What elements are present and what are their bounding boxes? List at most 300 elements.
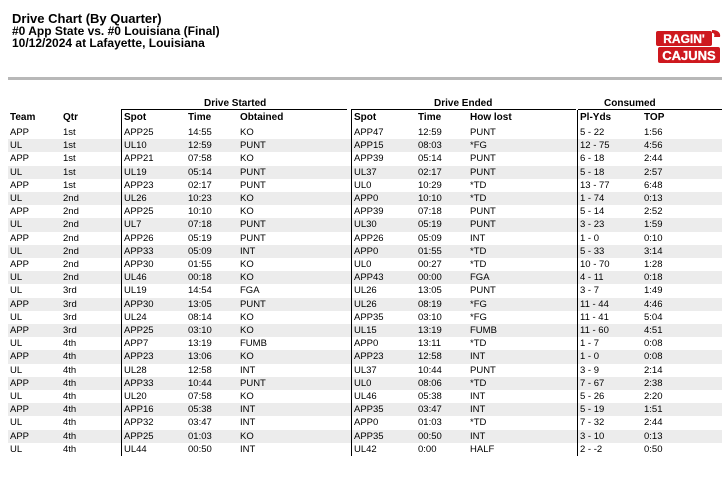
cell-how-lost: INT xyxy=(470,232,486,244)
cell-quarter: 4th xyxy=(63,391,77,402)
cell-end-time: 05:09 xyxy=(418,232,442,244)
col-team: Team xyxy=(10,112,36,123)
table-row xyxy=(8,364,722,377)
cell-obtained: KO xyxy=(240,430,254,442)
cell-end-spot: APP23 xyxy=(354,351,384,363)
group-drive-ended: Drive Ended xyxy=(434,98,493,109)
cell-obtained: FUMB xyxy=(240,338,267,350)
cell-obtained: PUNT xyxy=(240,232,266,244)
cell-plays-yards: 3 - 9 xyxy=(580,364,600,376)
cell-time-of-possession: 3:14 xyxy=(644,245,663,257)
cell-team: APP xyxy=(10,206,30,218)
col-obtained: Obtained xyxy=(240,112,284,123)
table-row xyxy=(8,258,722,271)
cell-obtained: KO xyxy=(240,206,254,218)
cell-start-time: 12:58 xyxy=(188,364,212,376)
cell-team: APP xyxy=(10,430,30,442)
cell-how-lost: PUNT xyxy=(470,206,496,218)
cell-time-of-possession: 4:46 xyxy=(644,298,663,310)
cell-how-lost: *FG xyxy=(470,140,487,152)
table-row xyxy=(8,152,722,165)
cell-quarter: 4th xyxy=(63,417,77,429)
cell-end-time: 10:44 xyxy=(418,364,442,376)
cell-how-lost: HALF xyxy=(470,443,495,455)
cell-obtained: KO xyxy=(240,127,254,138)
cell-quarter: 3rd xyxy=(63,311,77,323)
table-row xyxy=(8,416,722,429)
col-end-spot: Spot xyxy=(354,112,377,123)
cell-end-time: 08:19 xyxy=(418,298,442,310)
cell-how-lost: *TD xyxy=(470,338,487,350)
group-consumed: Consumed xyxy=(604,98,656,109)
cell-start-spot: APP32 xyxy=(124,417,154,429)
cell-start-time: 02:17 xyxy=(188,179,212,191)
cell-time-of-possession: 2:44 xyxy=(644,153,663,165)
cell-start-time: 01:03 xyxy=(188,430,212,442)
cell-start-time: 13:06 xyxy=(188,351,212,363)
cell-end-spot: UL0 xyxy=(354,179,372,191)
column-separator-started xyxy=(121,110,122,456)
column-separator-ended xyxy=(351,110,352,456)
cell-team: APP xyxy=(10,325,30,336)
table-row xyxy=(8,166,722,179)
cell-start-spot: UL28 xyxy=(124,364,147,376)
cell-start-time: 12:59 xyxy=(188,140,212,152)
cell-end-spot: UL37 xyxy=(354,166,377,178)
cell-start-spot: UL10 xyxy=(124,140,147,152)
cell-time-of-possession: 4:51 xyxy=(644,325,663,336)
col-end-time: Time xyxy=(418,112,442,123)
cell-end-spot: APP35 xyxy=(354,404,384,416)
cell-quarter: 2nd xyxy=(63,206,79,218)
cell-plays-yards: 7 - 67 xyxy=(580,377,605,389)
date-location-line: 10/12/2024 at Lafayette, Louisiana xyxy=(12,36,205,50)
cell-end-spot: APP39 xyxy=(354,206,384,218)
cell-end-spot: UL30 xyxy=(354,219,377,231)
cell-time-of-possession: 1:51 xyxy=(644,404,663,416)
table-row xyxy=(8,337,722,350)
cell-team: UL xyxy=(10,193,23,204)
cell-obtained: FGA xyxy=(240,285,260,297)
cell-start-spot: APP33 xyxy=(124,245,154,257)
cell-start-spot: UL19 xyxy=(124,285,147,297)
col-qtr: Qtr xyxy=(63,112,78,123)
table-row xyxy=(8,139,722,152)
cell-team: APP xyxy=(10,232,30,244)
cell-obtained: INT xyxy=(240,417,256,429)
table-row xyxy=(8,377,722,390)
cell-obtained: INT xyxy=(240,404,256,416)
cell-quarter: 2nd xyxy=(63,272,79,284)
cell-end-time: 13:11 xyxy=(418,338,442,350)
cell-end-time: 12:59 xyxy=(418,127,442,138)
cell-plays-yards: 3 - 23 xyxy=(580,219,605,231)
cell-quarter: 3rd xyxy=(63,285,77,297)
cell-plays-yards: 2 - -2 xyxy=(580,443,603,455)
cell-end-spot: APP15 xyxy=(354,140,384,152)
ragin-cajuns-logo-graphic xyxy=(654,28,722,65)
cell-how-lost: FUMB xyxy=(470,325,497,336)
cell-how-lost: *TD xyxy=(470,245,487,257)
cell-end-time: 00:50 xyxy=(418,430,442,442)
col-pl-yds: Pl-Yds xyxy=(580,112,612,123)
cell-obtained: KO xyxy=(240,391,254,402)
group-line-consumed xyxy=(578,109,722,110)
table-row xyxy=(8,232,722,245)
cell-team: APP xyxy=(10,153,30,165)
cell-obtained: PUNT xyxy=(240,166,266,178)
table-row xyxy=(8,350,722,363)
cell-start-time: 08:14 xyxy=(188,311,212,323)
cell-start-spot: APP25 xyxy=(124,206,154,218)
cell-start-time: 03:47 xyxy=(188,417,212,429)
cell-how-lost: *FG xyxy=(470,311,487,323)
cell-time-of-possession: 0:18 xyxy=(644,272,663,284)
cell-end-time: 03:47 xyxy=(418,404,442,416)
cell-quarter: 2nd xyxy=(63,259,79,270)
cell-start-time: 00:50 xyxy=(188,443,212,455)
cell-quarter: 4th xyxy=(63,364,77,376)
cell-plays-yards: 5 - 22 xyxy=(580,127,605,138)
cell-how-lost: PUNT xyxy=(470,364,496,376)
cell-start-time: 03:10 xyxy=(188,325,212,336)
cell-end-spot: APP0 xyxy=(354,245,379,257)
cell-start-time: 10:10 xyxy=(188,206,212,218)
cell-quarter: 1st xyxy=(63,153,76,165)
group-line-started xyxy=(121,109,347,110)
cell-team: APP xyxy=(10,377,30,389)
cell-start-spot: UL24 xyxy=(124,311,147,323)
col-how-lost: How lost xyxy=(470,112,512,123)
cell-quarter: 1st xyxy=(63,140,76,152)
cell-start-time: 05:14 xyxy=(188,166,212,178)
cell-end-time: 05:19 xyxy=(418,219,442,231)
cell-how-lost: *TD xyxy=(470,377,487,389)
cell-plays-yards: 3 - 10 xyxy=(580,430,605,442)
cell-end-time: 01:55 xyxy=(418,245,442,257)
cell-time-of-possession: 0:08 xyxy=(644,351,663,363)
cell-how-lost: PUNT xyxy=(470,219,496,231)
cell-start-spot: APP7 xyxy=(124,338,149,350)
cell-quarter: 4th xyxy=(63,377,77,389)
cell-quarter: 2nd xyxy=(63,219,79,231)
cell-plays-yards: 3 - 7 xyxy=(580,285,600,297)
matchup-line: #0 App State vs. #0 Louisiana (Final) xyxy=(12,24,220,38)
table-row xyxy=(8,205,722,218)
cell-end-time: 00:27 xyxy=(418,259,442,270)
cell-time-of-possession: 4:56 xyxy=(644,140,663,152)
cell-end-spot: APP35 xyxy=(354,430,384,442)
group-drive-started: Drive Started xyxy=(204,98,267,109)
cell-plays-yards: 1 - 7 xyxy=(580,338,600,350)
cell-time-of-possession: 1:28 xyxy=(644,259,663,270)
cell-end-spot: APP35 xyxy=(354,311,384,323)
cell-start-spot: APP26 xyxy=(124,232,154,244)
cell-plays-yards: 1 - 0 xyxy=(580,351,600,363)
cell-plays-yards: 11 - 44 xyxy=(580,298,609,310)
cell-obtained: KO xyxy=(240,153,254,165)
cell-plays-yards: 4 - 11 xyxy=(580,272,604,284)
cell-plays-yards: 10 - 70 xyxy=(580,259,610,270)
cell-obtained: INT xyxy=(240,443,256,455)
col-start-time: Time xyxy=(188,112,212,123)
cell-time-of-possession: 6:48 xyxy=(644,179,663,191)
cell-obtained: PUNT xyxy=(240,179,266,191)
cell-plays-yards: 1 - 74 xyxy=(580,193,605,204)
cell-time-of-possession: 2:20 xyxy=(644,391,663,402)
cell-start-spot: UL7 xyxy=(124,219,142,231)
cell-quarter: 1st xyxy=(63,127,76,138)
table-row xyxy=(8,126,722,139)
table-row xyxy=(8,324,722,337)
cell-quarter: 1st xyxy=(63,179,76,191)
table-row xyxy=(8,311,722,324)
header-divider xyxy=(8,77,722,80)
cell-end-spot: APP26 xyxy=(354,232,384,244)
report-title: Drive Chart (By Quarter) xyxy=(12,11,162,26)
cell-start-time: 10:44 xyxy=(188,377,212,389)
cell-obtained: KO xyxy=(240,325,254,336)
cell-end-spot: UL37 xyxy=(354,364,377,376)
cell-start-spot: UL44 xyxy=(124,443,147,455)
cell-start-spot: UL46 xyxy=(124,272,147,284)
cell-how-lost: *TD xyxy=(470,179,487,191)
cell-end-time: 10:29 xyxy=(418,179,442,191)
cell-team: APP xyxy=(10,351,30,363)
cell-start-spot: APP25 xyxy=(124,127,154,138)
cell-quarter: 2nd xyxy=(63,245,79,257)
cell-quarter: 3rd xyxy=(63,298,77,310)
cell-team: APP xyxy=(10,404,30,416)
cell-end-spot: UL0 xyxy=(354,259,372,270)
cell-time-of-possession: 0:08 xyxy=(644,338,663,350)
col-top: TOP xyxy=(644,112,665,123)
cell-start-spot: APP21 xyxy=(124,153,154,165)
table-row xyxy=(8,192,722,205)
cell-end-spot: UL26 xyxy=(354,285,377,297)
cell-quarter: 4th xyxy=(63,338,77,350)
cell-team: UL xyxy=(10,364,23,376)
column-separator-consumed xyxy=(577,110,578,456)
cell-end-time: 12:58 xyxy=(418,351,442,363)
cell-team: APP xyxy=(10,179,30,191)
cell-plays-yards: 11 - 41 xyxy=(580,311,609,323)
cell-end-time: 00:00 xyxy=(418,272,442,284)
cell-how-lost: *FG xyxy=(470,298,487,310)
group-line-ended xyxy=(351,109,576,110)
table-row xyxy=(8,179,722,192)
cell-time-of-possession: 0:13 xyxy=(644,193,663,204)
cell-start-spot: APP30 xyxy=(124,259,154,270)
cell-start-time: 07:58 xyxy=(188,153,212,165)
cell-end-time: 08:06 xyxy=(418,377,442,389)
cell-how-lost: INT xyxy=(470,391,486,402)
cell-how-lost: INT xyxy=(470,404,486,416)
cell-quarter: 4th xyxy=(63,443,77,455)
cell-obtained: KO xyxy=(240,259,254,270)
cell-obtained: KO xyxy=(240,311,254,323)
cell-time-of-possession: 0:10 xyxy=(644,232,663,244)
cell-end-time: 05:38 xyxy=(418,391,442,402)
cell-team: UL xyxy=(10,285,23,297)
cell-how-lost: PUNT xyxy=(470,166,496,178)
cell-time-of-possession: 2:57 xyxy=(644,166,663,178)
cell-how-lost: *TD xyxy=(470,259,487,270)
cell-how-lost: *TD xyxy=(470,193,487,204)
cell-quarter: 2nd xyxy=(63,193,79,204)
cell-obtained: PUNT xyxy=(240,377,266,389)
cell-start-time: 14:54 xyxy=(188,285,212,297)
table-row xyxy=(8,298,722,311)
cell-start-spot: APP16 xyxy=(124,404,154,416)
cell-start-spot: APP25 xyxy=(124,430,154,442)
cell-plays-yards: 5 - 26 xyxy=(580,391,605,402)
cell-time-of-possession: 0:13 xyxy=(644,430,663,442)
cell-time-of-possession: 2:44 xyxy=(644,417,663,429)
cell-start-spot: APP25 xyxy=(124,325,154,336)
cell-end-time: 13:19 xyxy=(418,325,442,336)
cell-team: UL xyxy=(10,140,23,152)
cell-start-time: 05:38 xyxy=(188,404,212,416)
column-headers xyxy=(0,112,728,126)
cell-start-time: 05:09 xyxy=(188,245,212,257)
cell-team: APP xyxy=(10,298,30,310)
cell-end-time: 13:05 xyxy=(418,285,442,297)
cell-start-spot: APP30 xyxy=(124,298,154,310)
cell-team: UL xyxy=(10,272,23,284)
cell-plays-yards: 11 - 60 xyxy=(580,325,609,336)
cell-end-spot: APP39 xyxy=(354,153,384,165)
cell-team: UL xyxy=(10,245,23,257)
cell-obtained: PUNT xyxy=(240,140,266,152)
cell-time-of-possession: 0:50 xyxy=(644,443,663,455)
cell-plays-yards: 5 - 14 xyxy=(580,206,605,218)
cell-end-time: 03:10 xyxy=(418,311,442,323)
cell-end-time: 08:03 xyxy=(418,140,442,152)
cell-how-lost: INT xyxy=(470,351,486,363)
cell-obtained: KO xyxy=(240,272,254,284)
cell-team: APP xyxy=(10,127,30,138)
cell-start-time: 14:55 xyxy=(188,127,212,138)
table-row xyxy=(8,403,722,416)
cell-plays-yards: 12 - 75 xyxy=(580,140,610,152)
cell-obtained: INT xyxy=(240,245,256,257)
cell-team: UL xyxy=(10,219,23,231)
cell-plays-yards: 13 - 77 xyxy=(580,179,610,191)
cell-plays-yards: 5 - 33 xyxy=(580,245,605,257)
cell-start-spot: UL19 xyxy=(124,166,147,178)
cell-quarter: 2nd xyxy=(63,232,79,244)
table-row xyxy=(8,443,722,456)
table-row xyxy=(8,390,722,403)
svg-text:CAJUNS: CAJUNS xyxy=(662,48,716,63)
cell-how-lost: PUNT xyxy=(470,285,496,297)
cell-start-time: 13:05 xyxy=(188,298,212,310)
cell-quarter: 1st xyxy=(63,166,76,178)
cell-quarter: 3rd xyxy=(63,325,77,336)
cell-team: UL xyxy=(10,417,23,429)
cell-team: UL xyxy=(10,391,23,402)
cell-end-time: 0:00 xyxy=(418,443,437,455)
cell-time-of-possession: 1:56 xyxy=(644,127,663,138)
cell-end-spot: APP0 xyxy=(354,193,379,204)
cell-end-spot: UL15 xyxy=(354,325,377,336)
cell-end-time: 10:10 xyxy=(418,193,442,204)
cell-obtained: PUNT xyxy=(240,219,266,231)
cell-start-time: 05:19 xyxy=(188,232,212,244)
cell-start-spot: UL20 xyxy=(124,391,147,402)
cell-end-spot: UL42 xyxy=(354,443,377,455)
table-row xyxy=(8,430,722,443)
cell-how-lost: INT xyxy=(470,430,486,442)
cell-team: UL xyxy=(10,311,23,323)
cell-start-time: 01:55 xyxy=(188,259,212,270)
cell-end-spot: UL46 xyxy=(354,391,377,402)
cell-start-time: 13:19 xyxy=(188,338,212,350)
table-row xyxy=(8,218,722,231)
cell-plays-yards: 5 - 19 xyxy=(580,404,605,416)
cell-plays-yards: 6 - 18 xyxy=(580,153,605,165)
cell-plays-yards: 5 - 18 xyxy=(580,166,605,178)
cell-start-spot: APP33 xyxy=(124,377,154,389)
cell-obtained: PUNT xyxy=(240,298,266,310)
cell-start-time: 07:58 xyxy=(188,391,212,402)
cell-team: APP xyxy=(10,259,30,270)
cell-plays-yards: 7 - 32 xyxy=(580,417,605,429)
cell-end-spot: APP43 xyxy=(354,272,384,284)
cell-team: UL xyxy=(10,166,23,178)
cell-end-time: 05:14 xyxy=(418,153,442,165)
col-start-spot: Spot xyxy=(124,112,147,123)
cell-end-spot: UL26 xyxy=(354,298,377,310)
cell-time-of-possession: 2:38 xyxy=(644,377,663,389)
cell-end-spot: APP0 xyxy=(354,417,379,429)
cell-plays-yards: 1 - 0 xyxy=(580,232,600,244)
cell-how-lost: PUNT xyxy=(470,153,496,165)
cell-end-time: 07:18 xyxy=(418,206,442,218)
cell-quarter: 4th xyxy=(63,430,77,442)
table-row xyxy=(8,245,722,258)
cell-quarter: 4th xyxy=(63,404,77,416)
cell-time-of-possession: 2:14 xyxy=(644,364,663,376)
cell-end-time: 01:03 xyxy=(418,417,442,429)
cell-time-of-possession: 1:59 xyxy=(644,219,663,231)
cell-end-time: 02:17 xyxy=(418,166,442,178)
cell-team: UL xyxy=(10,338,23,350)
cell-start-time: 00:18 xyxy=(188,272,212,284)
table-row xyxy=(8,284,722,297)
cell-how-lost: PUNT xyxy=(470,127,496,138)
cell-start-time: 10:23 xyxy=(188,193,212,204)
cell-obtained: KO xyxy=(240,351,254,363)
cell-obtained: KO xyxy=(240,193,254,204)
report-header xyxy=(12,13,220,49)
cell-how-lost: FGA xyxy=(470,272,490,284)
cell-how-lost: *TD xyxy=(470,417,487,429)
cell-obtained: INT xyxy=(240,364,256,376)
cell-end-spot: APP47 xyxy=(354,127,384,138)
cell-end-spot: APP0 xyxy=(354,338,379,350)
table-row xyxy=(8,271,722,284)
ragin-cajuns-logo xyxy=(654,28,722,65)
cell-quarter: 4th xyxy=(63,351,77,363)
cell-start-spot: APP23 xyxy=(124,351,154,363)
cell-team: UL xyxy=(10,443,23,455)
cell-end-spot: UL0 xyxy=(354,377,372,389)
cell-start-time: 07:18 xyxy=(188,219,212,231)
cell-start-spot: APP23 xyxy=(124,179,154,191)
cell-time-of-possession: 5:04 xyxy=(644,311,663,323)
